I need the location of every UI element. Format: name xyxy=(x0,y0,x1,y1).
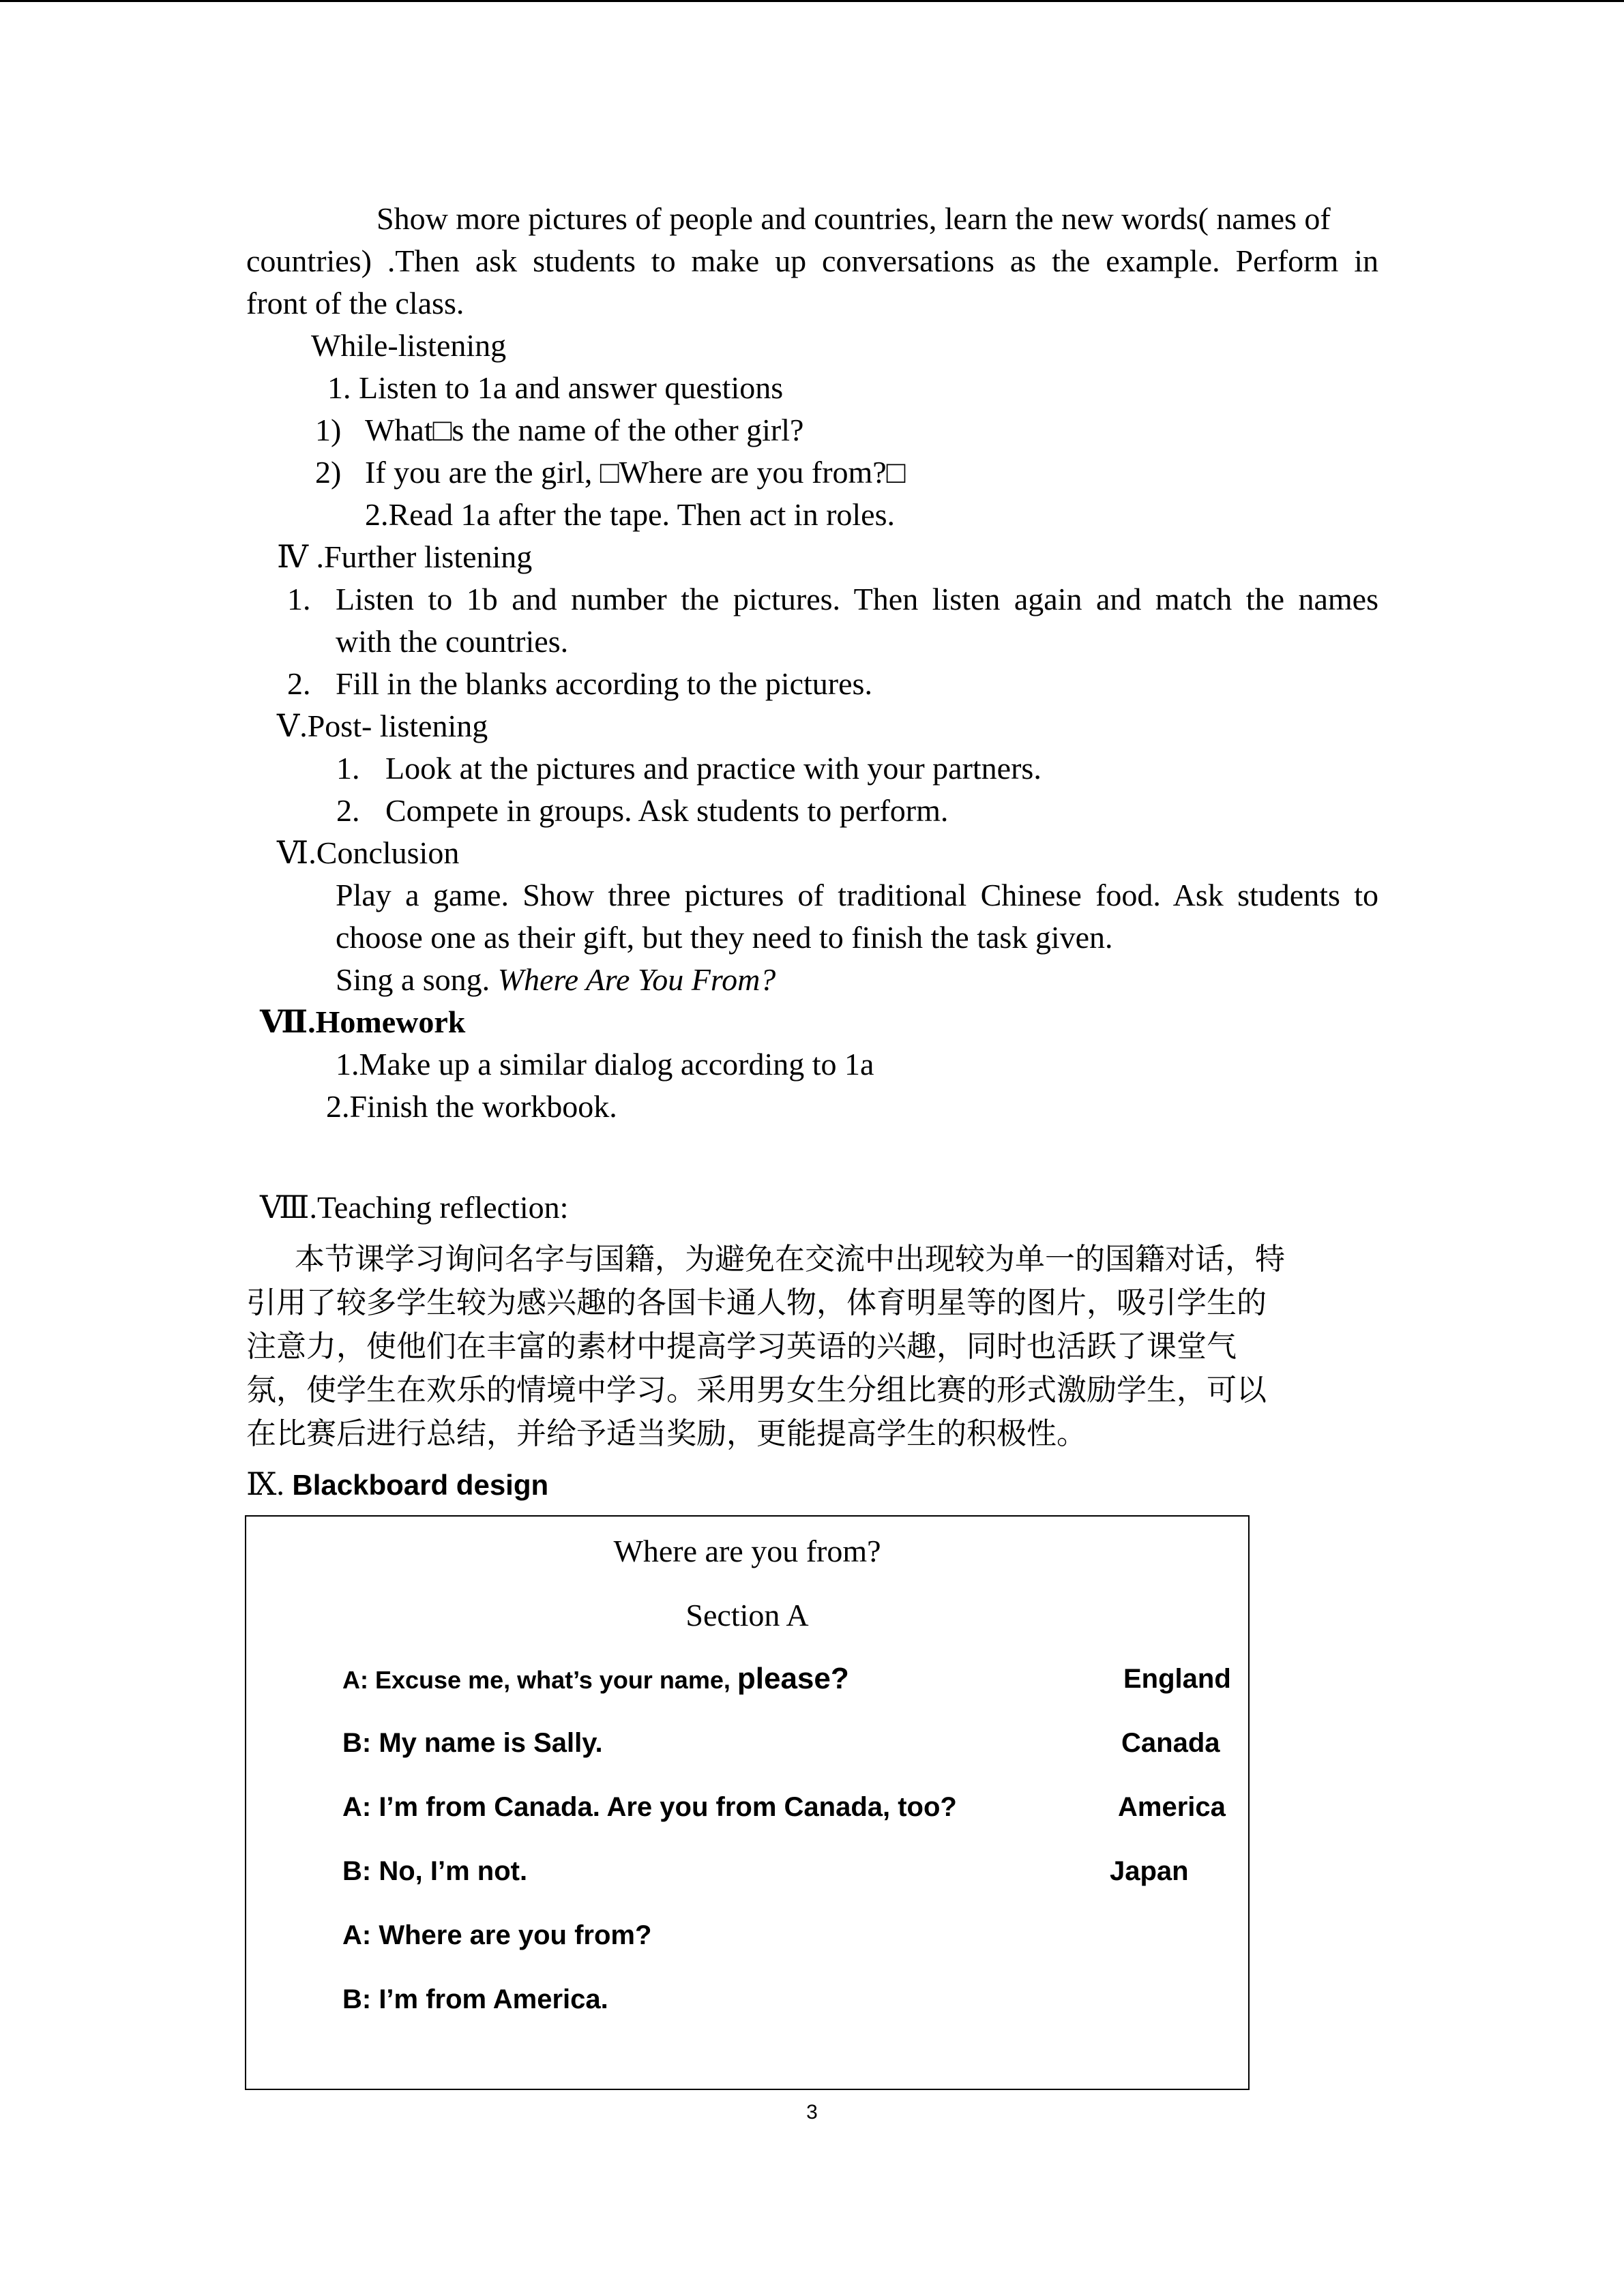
paragraph-line: countries) .Then ask students to make up conversations as the example. Perform in xyxy=(246,243,1378,278)
dialog-text: please? xyxy=(737,1662,849,1695)
dialog-text: A: Excuse me, what’s your name, xyxy=(342,1666,737,1694)
list-number: 1. xyxy=(287,582,311,616)
list-item: 1.Make up a similar dialog according to 1a xyxy=(336,1047,874,1082)
list-item: Compete in groups. Ask students to perform. xyxy=(385,793,949,828)
dialog-line: A: Where are you from? xyxy=(342,1920,652,1950)
list-item: 2.Read 1a after the tape. Then act in roles. xyxy=(365,497,895,532)
dialog-line: B: I’m from America. xyxy=(342,1984,608,2014)
list-number: 1. xyxy=(336,751,360,786)
country-word: England xyxy=(1123,1664,1231,1694)
section-title: Blackboard design xyxy=(292,1469,549,1501)
board-title: Where are you from? xyxy=(613,1534,881,1568)
page-number: 3 xyxy=(806,2101,818,2123)
list-item: Listen to 1b and number the pictures. Then listen again and match the names xyxy=(336,582,1378,616)
section-numeral: Ⅸ. xyxy=(246,1467,293,1502)
list-item: If you are the girl, □Where are you from?□ xyxy=(365,455,906,490)
country-word: Japan xyxy=(1110,1856,1189,1886)
list-item: 2.Finish the workbook. xyxy=(326,1089,617,1124)
paragraph-line: front of the class. xyxy=(246,286,464,320)
section-heading-reflection: Ⅷ.Teaching reflection: xyxy=(260,1190,569,1225)
blackboard-box xyxy=(245,1515,1250,2090)
country-word: Canada xyxy=(1121,1728,1220,1758)
dialog-line: B: My name is Sally. xyxy=(342,1728,603,1758)
list-item: What□s the name of the other girl? xyxy=(365,413,804,447)
paragraph-line: 本节课学习询问名字与国籍，为避免在交流中出现较为单一的国籍对话，特 xyxy=(295,1242,1285,1277)
subheading-while-listening: While-listening xyxy=(311,328,507,363)
section-heading-further-listening: Ⅳ .Further listening xyxy=(277,539,533,574)
paragraph-line: Play a game. Show three pictures of traditional Chinese food. Ask students to xyxy=(336,878,1378,912)
song-title: Where Are You From? xyxy=(497,962,776,997)
dialog-line: A: I’m from Canada. Are you from Canada, too? xyxy=(342,1792,957,1822)
list-number: 2. xyxy=(287,666,311,701)
paragraph-line: 引用了较多学生较为感兴趣的各国卡通人物，体育明星等的图片，吸引学生的 xyxy=(246,1285,1267,1320)
section-heading-homework: Ⅶ.Homework xyxy=(260,1004,466,1039)
paragraph-line: 氛，使学生在欢乐的情境中学习。采用男女生分组比赛的形式激励学生，可以 xyxy=(246,1373,1267,1407)
list-item: Fill in the blanks according to the pictures. xyxy=(336,666,872,701)
board-section: Section A xyxy=(685,1598,809,1632)
list-number: 2) xyxy=(315,455,342,490)
list-number: 2. xyxy=(336,793,360,828)
list-number: 1) xyxy=(315,413,342,447)
country-word: America xyxy=(1118,1792,1226,1822)
section-heading-blackboard xyxy=(246,1463,548,1506)
list-item: Look at the pictures and practice with your partners. xyxy=(385,751,1042,786)
page-top-border xyxy=(0,0,1624,2)
song-prefix: Sing a song. xyxy=(336,962,498,997)
dialog-line xyxy=(342,1660,849,1699)
dialog-line: B: No, I’m not. xyxy=(342,1856,528,1886)
paragraph-line xyxy=(336,959,776,1001)
list-item: 1. Listen to 1a and answer questions xyxy=(327,370,784,405)
paragraph-line: 注意力，使他们在丰富的素材中提高学习英语的兴趣，同时也活跃了课堂气 xyxy=(246,1329,1237,1364)
paragraph-line: 在比赛后进行总结，并给予适当奖励，更能提高学生的积极性。 xyxy=(246,1416,1087,1451)
list-item: with the countries. xyxy=(336,624,569,659)
paragraph-line: choose one as their gift, but they need to finish the task given. xyxy=(336,920,1113,955)
section-heading-post-listening: Ⅴ.Post- listening xyxy=(277,709,488,743)
paragraph-line: Show more pictures of people and countries, learn the new words( names of xyxy=(377,201,1331,236)
section-heading-conclusion: Ⅵ.Conclusion xyxy=(277,835,460,870)
